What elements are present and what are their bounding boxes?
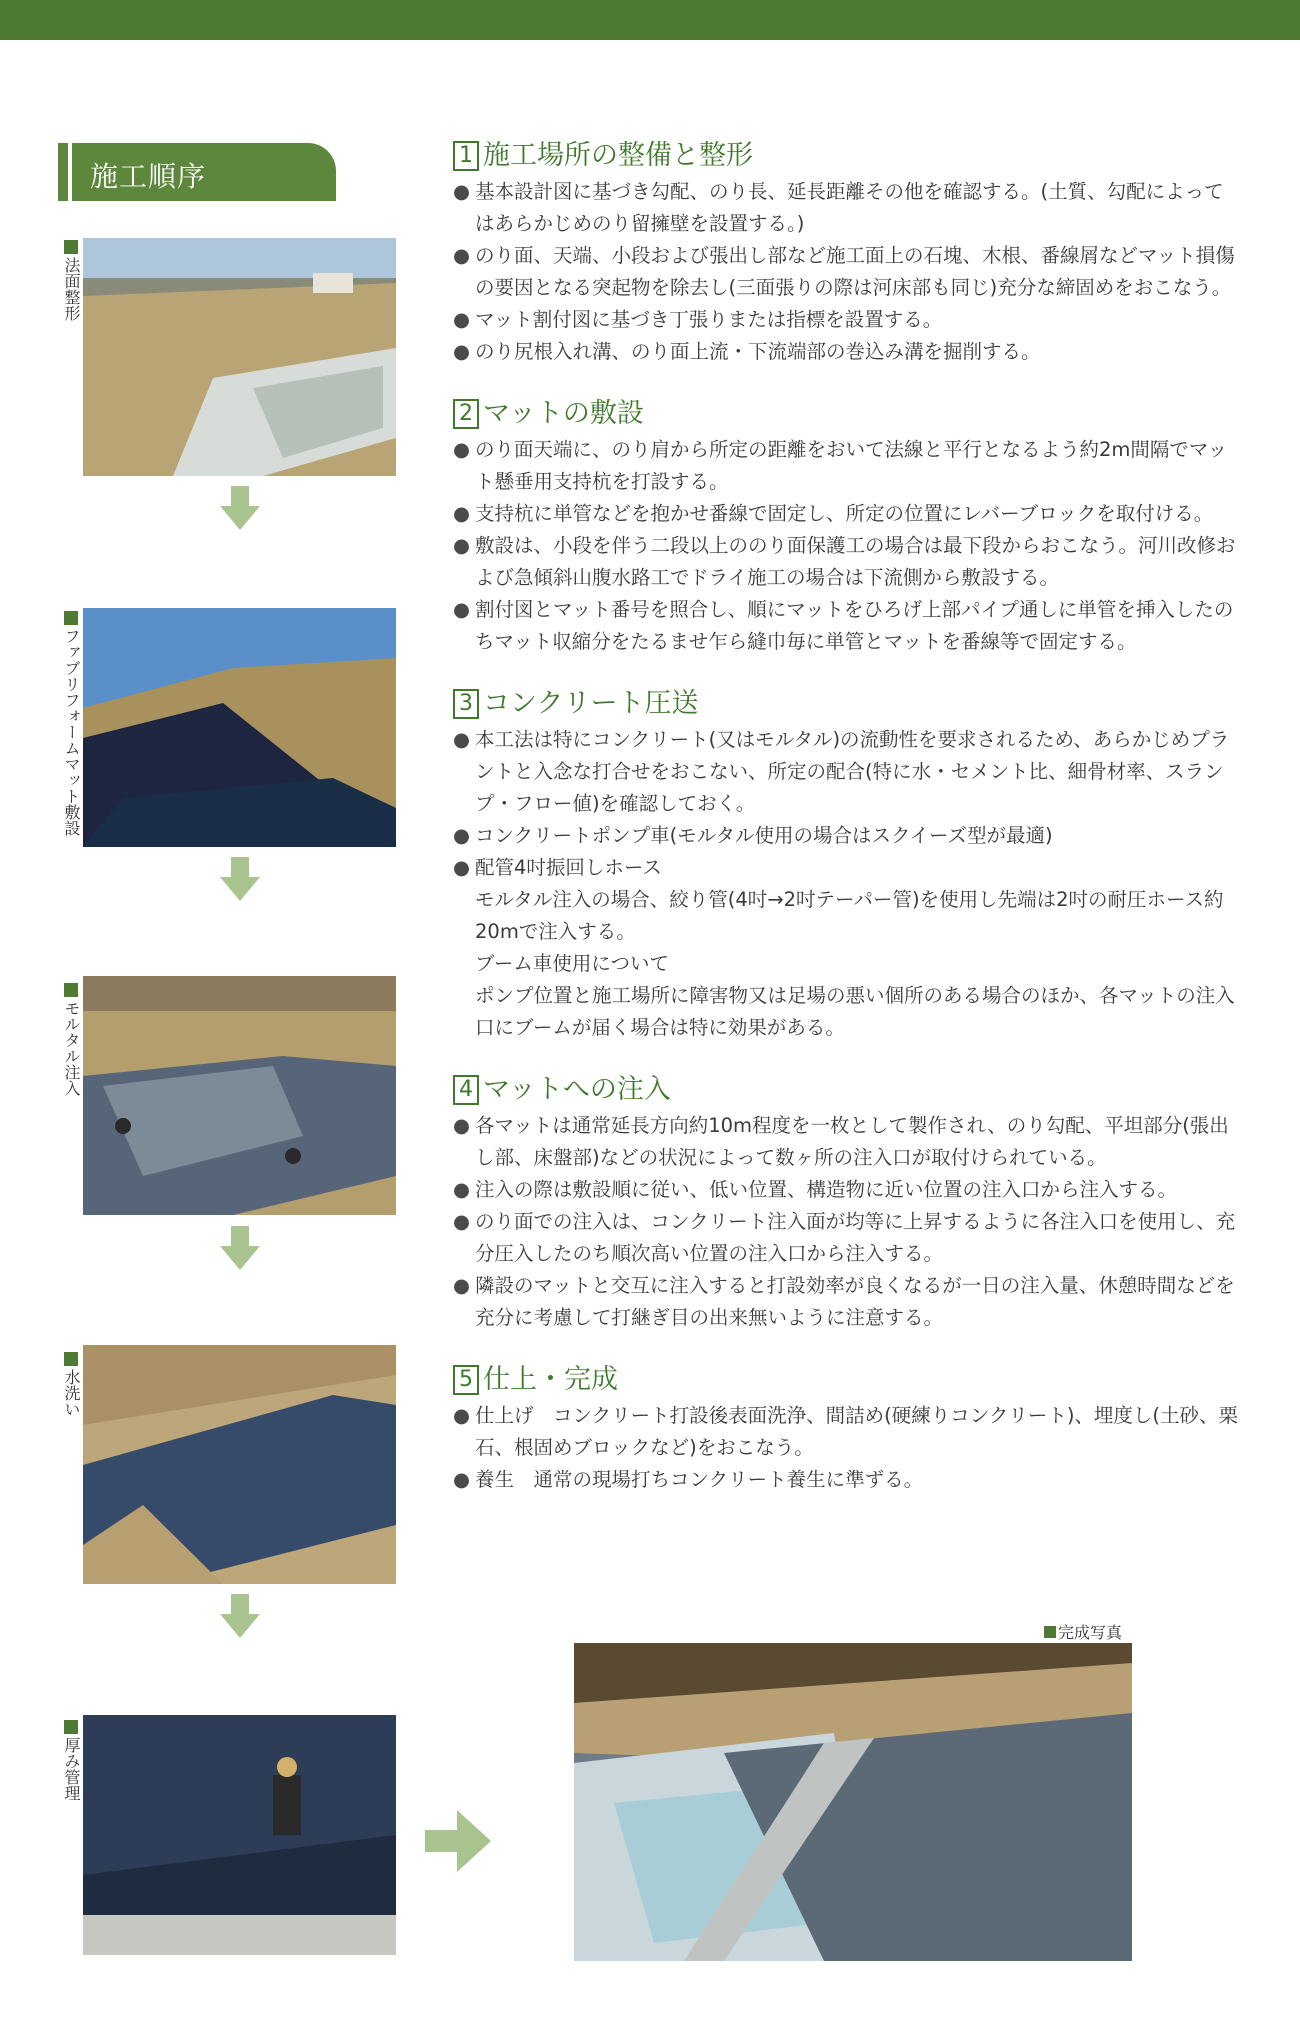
down-arrow-icon <box>220 486 260 530</box>
construction-steps <box>453 138 1243 1524</box>
section-title-text: 施工順序 <box>90 160 207 193</box>
list-item: ● 養生 通常の現場打ちコンクリート養生に準ずる。 <box>453 1468 924 1491</box>
list-item: ● 本工法は特にコンクリート(又はモルタル)の流動性を要求されるため、あらかじめプラントと入念な打合せをおこない、所定の配合(特に水・セメント比、細骨材率、スランプ・フロー値)を確認しておく。 <box>453 728 1230 815</box>
list-item: ● のり面、天端、小段および張出し部など施工面上の石塊、木根、番線屑などマット損傷の要因となる突起物を除去し(三面張りの際は河床部も同じ)充分な締固めをおこなう。 <box>453 244 1235 299</box>
list-item: ● 敷設は、小段を伴う二段以上ののり面保護工の場合は最下段からおこなう。河川改修および急傾斜山腹水路工でドライ施工の場合は下流側から敷設する。 <box>453 534 1236 589</box>
photo-caption: ファブリフォームマット敷設 <box>58 611 80 836</box>
caption-marker <box>64 611 78 625</box>
list-item: ● のり面での注入は、コンクリート注入面が均等に上昇するように各注入口を使用し、充分圧入したのち順次高い位置の注入口から注入する。 <box>453 1210 1236 1265</box>
step-1 <box>453 138 1243 368</box>
list-item: ● のり面天端に、のり肩から所定の距離をおいて法線と平行となるよう約2m間隔でマット懸垂用支持杭を打設する。 <box>453 438 1228 493</box>
step-heading: 2 マットの敷設 <box>453 396 1243 432</box>
water-washing-photo <box>83 1345 396 1584</box>
step-heading: 1 施工場所の整備と整形 <box>453 138 1243 174</box>
mat-laying-photo <box>83 608 396 847</box>
caption-marker <box>64 983 78 997</box>
step-heading: 3 コンクリート圧送 <box>453 686 1243 722</box>
step-heading: 5 仕上・完成 <box>453 1362 1243 1398</box>
caption-marker <box>1044 1626 1056 1638</box>
completed-photo <box>574 1643 1132 1961</box>
list-item: ● コンクリートポンプ車(モルタル使用の場合はスクイーズ型が最適) <box>453 824 1053 847</box>
note-text: ポンプ位置と施工場所に障害物又は足場の悪い個所のある場合のほか、各マットの注入口にブームが届く場合は特に効果がある。 <box>475 984 1235 1039</box>
step-5 <box>453 1362 1243 1496</box>
list-item: ● 基本設計図に基づき勾配、のり長、延長距離その他を確認する。(土質、勾配によってはあらかじめのり留擁壁を設置する。) <box>453 180 1224 235</box>
down-arrow-icon <box>220 1594 260 1638</box>
step-3 <box>453 686 1243 1044</box>
top-bar <box>0 0 1300 40</box>
list-item: ● 支持杭に単管などを抱かせ番線で固定し、所定の位置にレバーブロックを取付ける。 <box>453 502 1214 525</box>
note-text: ブーム車使用について <box>475 952 670 975</box>
list-item: ● マット割付図に基づき丁張りまたは指標を設置する。 <box>453 308 943 331</box>
right-arrow-icon <box>425 1810 491 1872</box>
step-4 <box>453 1072 1243 1334</box>
step-2 <box>453 396 1243 658</box>
list-item: ● のり尻根入れ溝、のり面上流・下流端部の巻込み溝を掘削する。 <box>453 340 1041 363</box>
section-title <box>58 143 336 201</box>
photo-caption: 法面整形 <box>58 240 80 321</box>
down-arrow-icon <box>220 857 260 901</box>
list-item: ● 仕上げ コンクリート打設後表面洗浄、間詰め(硬練りコンクリート)、埋度し(土砂、栗石、根固めブロックなど)をおこなう。 <box>453 1404 1239 1459</box>
list-item: ● 各マットは通常延長方向約10m程度を一枚として製作され、のり勾配、平坦部分(張出し部、床盤部)などの状況によって数ヶ所の注入口が取付けられている。 <box>453 1114 1229 1169</box>
final-photo-caption: 完成写真 <box>1044 1620 1122 1643</box>
mortar-injection-photo <box>83 976 396 1215</box>
note-text: モルタル注入の場合、絞り管(4吋→2吋テーパー管)を使用し先端は2吋の耐圧ホース約20mで注入する。 <box>475 888 1224 943</box>
list-item: ● 隣設のマットと交互に注入すると打設効率が良くなるが一日の注入量、休憩時間などを充分に考慮して打継ぎ目の出来無いように注意する。 <box>453 1274 1235 1329</box>
thickness-control-photo <box>83 1715 396 1955</box>
caption-marker <box>64 1720 78 1734</box>
title-notch <box>68 143 72 201</box>
down-arrow-icon <box>220 1226 260 1270</box>
photo-caption: 水洗い <box>58 1352 80 1417</box>
photo-caption: モルタル注入 <box>58 983 80 1096</box>
list-item: ● 配管4吋振回しホース <box>453 856 662 879</box>
step-heading: 4 マットへの注入 <box>453 1072 1243 1108</box>
caption-marker <box>64 1352 78 1366</box>
photo-caption: 厚み管理 <box>58 1720 80 1801</box>
list-item: ● 注入の際は敷設順に従い、低い位置、構造物に近い位置の注入口から注入する。 <box>453 1178 1178 1201</box>
list-item: ● 割付図とマット番号を照合し、順にマットをひろげ上部パイプ通しに単管を挿入したのちマット収縮分をたるませ乍ら縫巾毎に単管とマットを番線等で固定する。 <box>453 598 1234 653</box>
slope-shaping-photo <box>83 238 396 476</box>
caption-marker <box>64 240 78 254</box>
